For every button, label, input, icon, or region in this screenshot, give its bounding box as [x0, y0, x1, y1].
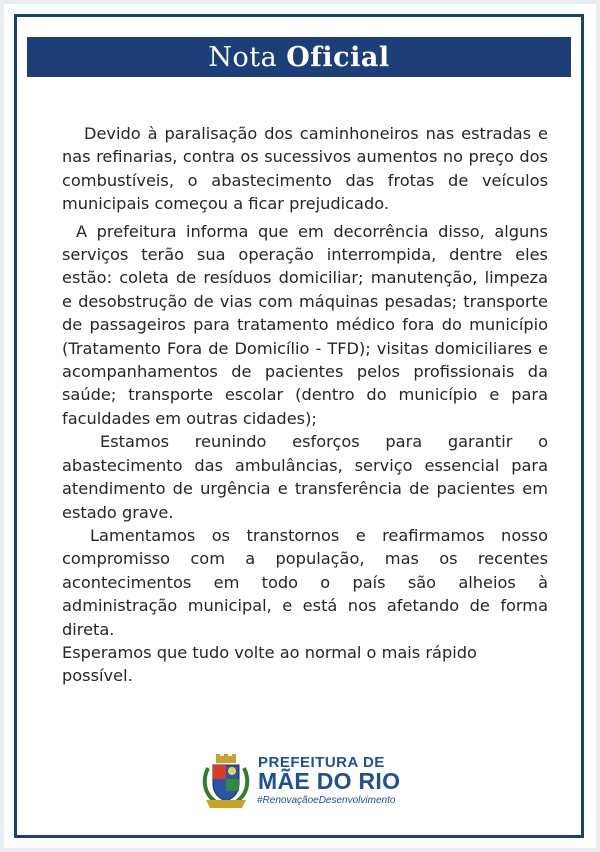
- title-text-regular: Nota: [208, 41, 278, 73]
- logo-text-prefeitura: PREFEITURA DE: [258, 754, 385, 771]
- official-note-page: [4, 4, 596, 848]
- logo-text-hashtag: #RenovaçãoeDesenvolvimento: [257, 795, 396, 806]
- paragraph-3: Estamos reunindo esforços para garantir o abastecimento das ambulâncias, serviço essencial para atendimento de urgência e transferência de pacientes em estado grave.: [62, 432, 548, 522]
- coat-of-arms-icon: [200, 754, 252, 810]
- title-banner: [27, 37, 571, 77]
- paragraph-5: Esperamos que tudo volte ao normal o mais rápido possível.: [62, 642, 477, 686]
- city-hall-logo: [200, 754, 420, 814]
- paragraph-1: Devido à paralisação dos caminhoneiros nas estradas e nas refinarias, contra os sucessivos aumentos no preço dos combustíveis, o abastecimento das frotas de veículos municipais começou a ficar prejudicado.: [62, 124, 548, 214]
- title-text-bold: Oficial: [286, 41, 390, 73]
- note-body: [62, 122, 548, 688]
- paragraph-2: A prefeitura informa que em decorrência disso, alguns serviços terão sua operação interrompida, dentre eles estão: coleta de resíduos domiciliar; manutenção, limpeza e desobstrução de vias com máquinas pesadas; transporte de passageiros para tratamento médico fora do município (Tratamento Fora de Domicílio - TFD); visitas domiciliares e acompanhamentos de pacientes pelos profissionais da saúde; transporte escolar (dentro do município e para faculdades em outras cidades);: [62, 221, 548, 428]
- logo-text-city-name: MÃE DO RIO: [258, 768, 401, 794]
- paragraph-4: Lamentamos os transtornos e reafirmamos nosso compromisso com a população, mas os recentes acontecimentos em todo o país são alheios à administração municipal, e está nos afetando de forma direta.: [62, 525, 548, 639]
